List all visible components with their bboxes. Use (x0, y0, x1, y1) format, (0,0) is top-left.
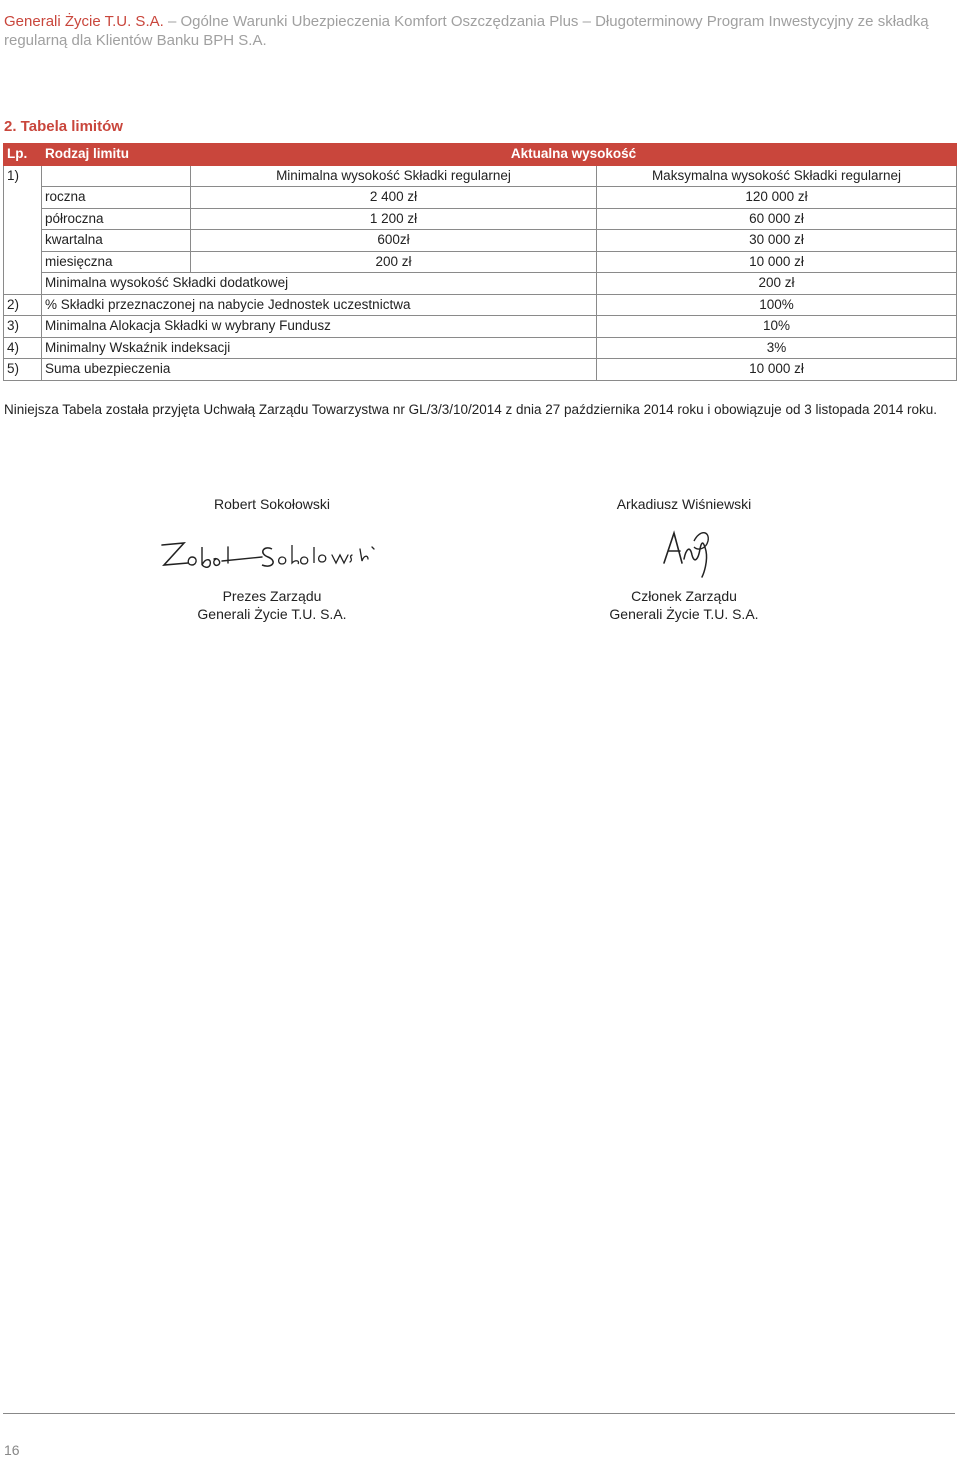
table-row (4, 316, 957, 338)
row-label: Suma ubezpieczenia (42, 359, 597, 381)
period-label: kwartalna (42, 230, 191, 252)
header-lp: Lp. (4, 144, 42, 166)
header-aktualna: Aktualna wysokość (191, 144, 957, 166)
company-name: Generali Życie T.U. S.A. (4, 13, 164, 30)
limits-table (3, 143, 957, 381)
period-label: półroczna (42, 208, 191, 230)
max-value: 10 000 zł (597, 251, 957, 273)
section-title: 2. Tabela limitów (4, 118, 123, 135)
row-value: 3% (597, 337, 957, 359)
table-row (4, 294, 957, 316)
row-value: 100% (597, 294, 957, 316)
signatory-role: Prezes Zarządu (222, 588, 322, 604)
max-value: 30 000 zł (597, 230, 957, 252)
row-label: Minimalna Alokacja Składki w wybrany Fundusz (42, 316, 597, 338)
min-value: 2 400 zł (191, 187, 597, 209)
signatory-title (534, 587, 834, 623)
empty-cell (42, 165, 191, 187)
signatory-company: Generali Życie T.U. S.A. (609, 606, 759, 622)
max-value: 120 000 zł (597, 187, 957, 209)
min-premium-label: Minimalna wysokość Składki regularnej (191, 165, 597, 187)
table-row (4, 230, 957, 252)
row-label: % Składki przeznaczonej na nabycie Jednostek uczestnictwa (42, 294, 597, 316)
table-row (4, 208, 957, 230)
signatory-name: Arkadiusz Wiśniewski (616, 496, 752, 512)
additional-premium-value: 200 zł (597, 273, 957, 295)
handwritten-signature-image (534, 523, 834, 583)
row-lp: 5) (4, 359, 42, 381)
row-value: 10 000 zł (597, 359, 957, 381)
signatory-name: Robert Sokołowski (214, 496, 330, 512)
additional-premium-label: Minimalna wysokość Składki dodatkowej (42, 273, 597, 295)
signatory-company: Generali Życie T.U. S.A. (197, 606, 347, 622)
row-label: Minimalny Wskaźnik indeksacji (42, 337, 597, 359)
footer-divider (3, 1413, 955, 1414)
max-premium-label: Maksymalna wysokość Składki regularnej (597, 165, 957, 187)
table-row (4, 273, 957, 295)
row-lp: 1) (4, 165, 42, 294)
page-number: 16 (4, 1442, 20, 1458)
row-lp: 4) (4, 337, 42, 359)
header-rodzaj: Rodzaj limitu (42, 144, 191, 166)
table-row (4, 187, 957, 209)
table-row (4, 337, 957, 359)
document-title: – Ogólne Warunki Ubezpieczenia Komfort Oszczędzania Plus – Długoterminowy Program Inwestycyjny ze składką regularną dla Klientów Banku BPH S.A. (4, 13, 929, 49)
min-value: 1 200 zł (191, 208, 597, 230)
row-value: 10% (597, 316, 957, 338)
table-row (4, 251, 957, 273)
signatory-role: Członek Zarządu (631, 588, 737, 604)
min-value: 600zł (191, 230, 597, 252)
table-row (4, 165, 957, 187)
period-label: miesięczna (42, 251, 191, 273)
table-row (4, 359, 957, 381)
signatory-title (122, 587, 422, 623)
period-label: roczna (42, 187, 191, 209)
resolution-note: Niniejsza Tabela została przyjęta Uchwałą Zarządu Towarzystwa nr GL/3/3/10/2014 z dnia 27 października 2014 roku i obowiązuje od 3 listopada 2014 roku. (4, 402, 938, 417)
row-lp: 2) (4, 294, 42, 316)
document-header (4, 12, 956, 50)
handwritten-signature-image (122, 523, 422, 583)
table-header-row (4, 144, 957, 166)
min-value: 200 zł (191, 251, 597, 273)
max-value: 60 000 zł (597, 208, 957, 230)
row-lp: 3) (4, 316, 42, 338)
